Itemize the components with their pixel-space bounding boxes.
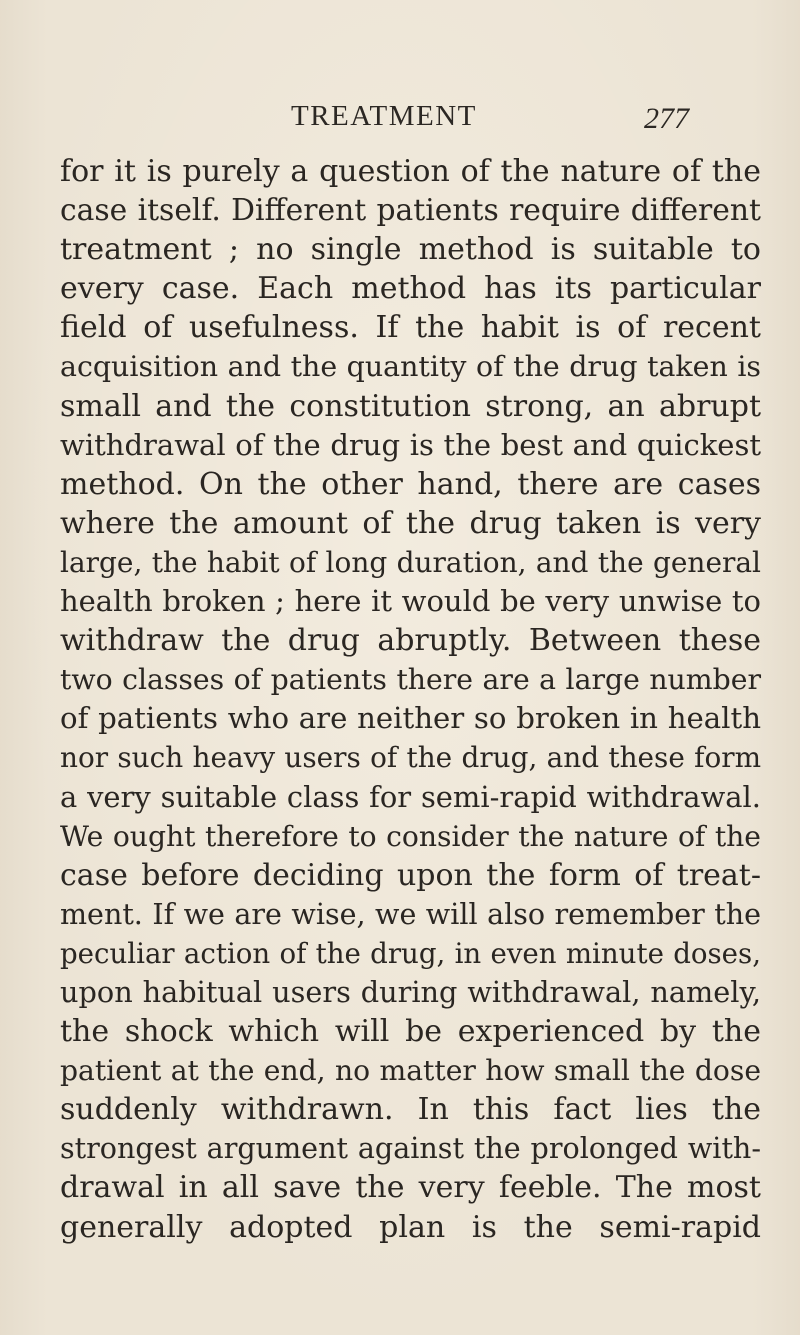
text-line: ment. If we are wise, we will also remember the bbox=[60, 897, 761, 931]
text-line: withdraw the drug abruptly. Between these bbox=[60, 623, 761, 659]
running-head: TREATMENT bbox=[291, 100, 477, 132]
text-line: drawal in all save the very feeble. The most bbox=[60, 1170, 761, 1206]
text-line: large, the habit of long duration, and the general bbox=[60, 545, 761, 579]
text-line: case before deciding upon the form of treat- bbox=[60, 857, 761, 893]
text-line: withdrawal of the drug is the best and quickest bbox=[60, 427, 761, 462]
text-line: health broken ; here it would be very unwise to bbox=[60, 584, 761, 619]
text-line: nor such heavy users of the drug, and these form bbox=[60, 741, 761, 775]
text-line: patient at the end, no matter how small the dose bbox=[60, 1054, 761, 1088]
text-line: where the amount of the drug taken is very bbox=[60, 505, 761, 541]
body-text bbox=[60, 152, 761, 1247]
text-line: a very suitable class for semi-rapid withdrawal. bbox=[60, 779, 761, 814]
page-header bbox=[0, 100, 800, 140]
text-line: suddenly withdrawn. In this fact lies the bbox=[60, 1092, 761, 1128]
text-line: generally adopted plan is the semi-rapid bbox=[60, 1209, 761, 1245]
text-line: acquisition and the quantity of the drug taken is bbox=[60, 350, 761, 384]
text-line: of patients who are neither so broken in health bbox=[60, 701, 761, 736]
text-line: We ought therefore to consider the nature of the bbox=[60, 819, 761, 853]
text-line: every case. Each method has its particular bbox=[60, 271, 761, 307]
text-line: peculiar action of the drug, in even minute doses, bbox=[60, 936, 761, 970]
text-line: method. On the other hand, there are cases bbox=[60, 466, 761, 502]
text-line: two classes of patients there are a large number bbox=[60, 663, 761, 697]
text-line: field of usefulness. If the habit is of recent bbox=[60, 310, 761, 346]
text-line: small and the constitution strong, an abrupt bbox=[60, 388, 761, 424]
text-line: the shock which will be experienced by the bbox=[60, 1014, 761, 1050]
text-line: upon habitual users during withdrawal, namely, bbox=[60, 974, 761, 1009]
text-line: for it is purely a question of the nature of the bbox=[60, 154, 761, 189]
text-line: treatment ; no single method is suitable to bbox=[60, 232, 761, 268]
page-number: 277 bbox=[644, 102, 689, 135]
text-line: case itself. Different patients require different bbox=[60, 193, 761, 229]
text-line: strongest argument against the prolonged with- bbox=[60, 1131, 761, 1166]
